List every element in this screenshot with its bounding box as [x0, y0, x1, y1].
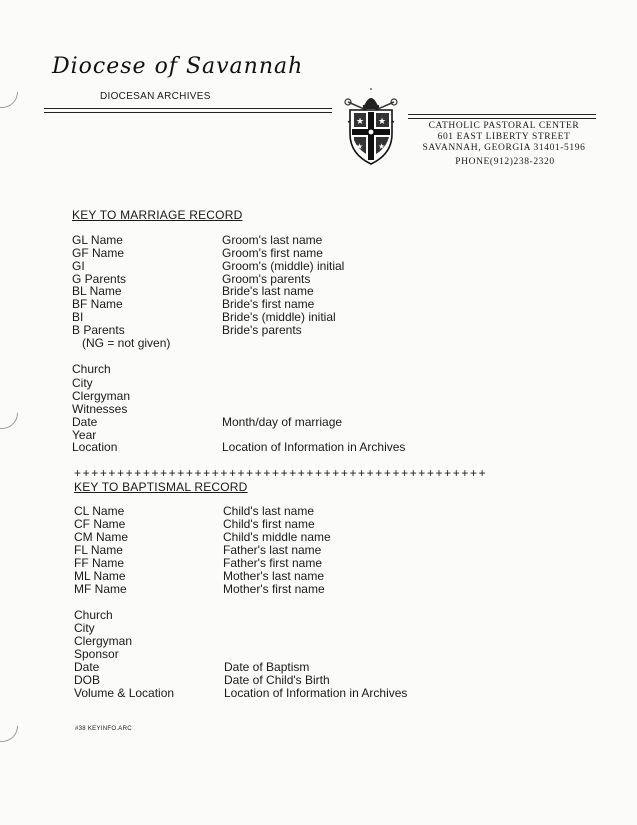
address-line: SAVANNAH, GEORGIA 31401-5196 [422, 143, 586, 153]
key-description: Father's first name [223, 556, 322, 570]
pastoral-center-address [412, 121, 596, 154]
letterhead-rule-right-1 [408, 114, 596, 115]
key-description: Location of Information in Archives [224, 686, 408, 700]
key-code: GF Name [72, 246, 125, 260]
letterhead-rule-left-1 [44, 108, 332, 109]
key-code: Date [74, 660, 100, 674]
key-code: City [72, 376, 93, 390]
key-code: G Parents [72, 272, 127, 286]
key-description: Bride's (middle) initial [222, 310, 336, 324]
marriage-key-title: KEY TO MARRIAGE RECORD [72, 208, 243, 222]
key-code: Date [72, 415, 98, 429]
department-label: DIOCESAN ARCHIVES [100, 91, 211, 102]
punch-hole-bottom [0, 703, 25, 748]
key-code: B Parents [72, 323, 125, 337]
key-code: CF Name [74, 517, 126, 531]
not-given-note: (NG = not given) [82, 336, 171, 350]
svg-text:★: ★ [378, 117, 387, 127]
key-description: Mother's last name [223, 569, 324, 583]
key-code: BL Name [72, 284, 122, 298]
key-description: Month/day of marriage [222, 415, 343, 429]
letterhead-rule-left-2 [44, 112, 332, 113]
address-line: 601 EAST LIBERTY STREET [437, 132, 571, 142]
key-code: Church [72, 362, 111, 376]
key-code: GL Name [72, 233, 123, 247]
address-line: CATHOLIC PASTORAL CENTER [428, 121, 580, 131]
punch-hole-top [0, 69, 25, 114]
svg-text:★: ★ [378, 142, 386, 151]
key-description: Date of Baptism [224, 660, 310, 674]
key-description: Date of Child's Birth [224, 673, 330, 687]
key-code: FL Name [74, 543, 123, 557]
key-description: Groom's parents [222, 272, 311, 286]
section-separator: ++++++++++++++++++++++++++++++++++++++++++++++++ [74, 466, 488, 480]
letterhead-rule-right-2 [408, 118, 596, 119]
phone-number: PHONE(912)238-2320 [455, 157, 555, 167]
key-code: Witnesses [72, 402, 128, 416]
key-description: Bride's parents [222, 323, 302, 337]
key-code: Sponsor [74, 647, 119, 661]
key-code: CL Name [74, 504, 125, 518]
key-code: Location [72, 440, 118, 454]
key-description: Child's first name [223, 517, 315, 531]
baptismal-key-title: KEY TO BAPTISMAL RECORD [74, 480, 248, 494]
key-description: Bride's first name [222, 297, 315, 311]
key-code: BI [72, 310, 84, 324]
key-code: BF Name [72, 297, 123, 311]
diocesan-coat-of-arms-icon [342, 88, 400, 168]
key-code: FF Name [74, 556, 125, 570]
diocese-name: Diocese of Savannah [52, 54, 304, 79]
key-description: Groom's first name [222, 246, 323, 260]
punch-hole-middle [0, 390, 25, 435]
key-code: DOB [74, 673, 101, 687]
key-description: Child's middle name [223, 530, 331, 544]
key-code: ML Name [74, 569, 126, 583]
key-code: Volume & Location [74, 686, 175, 700]
key-code: City [74, 621, 95, 635]
key-code: Year [72, 428, 97, 442]
key-code: Church [74, 608, 113, 622]
key-code: CM Name [74, 530, 129, 544]
key-code: MF Name [74, 582, 127, 596]
key-code: Clergyman [74, 634, 133, 648]
document-code: #38 KEYINFO.ARC [75, 726, 132, 732]
svg-text:★: ★ [356, 142, 364, 151]
key-description: Groom's (middle) initial [222, 259, 345, 273]
key-description: Bride's last name [222, 284, 314, 298]
key-description: Mother's first name [223, 582, 325, 596]
key-code: GI [72, 259, 85, 273]
svg-text:★: ★ [356, 117, 365, 127]
key-description: Groom's last name [222, 233, 323, 247]
key-description: Father's last name [223, 543, 322, 557]
key-description: Location of Information in Archives [222, 440, 406, 454]
key-code: Clergyman [72, 389, 131, 403]
key-description: Child's last name [223, 504, 314, 518]
